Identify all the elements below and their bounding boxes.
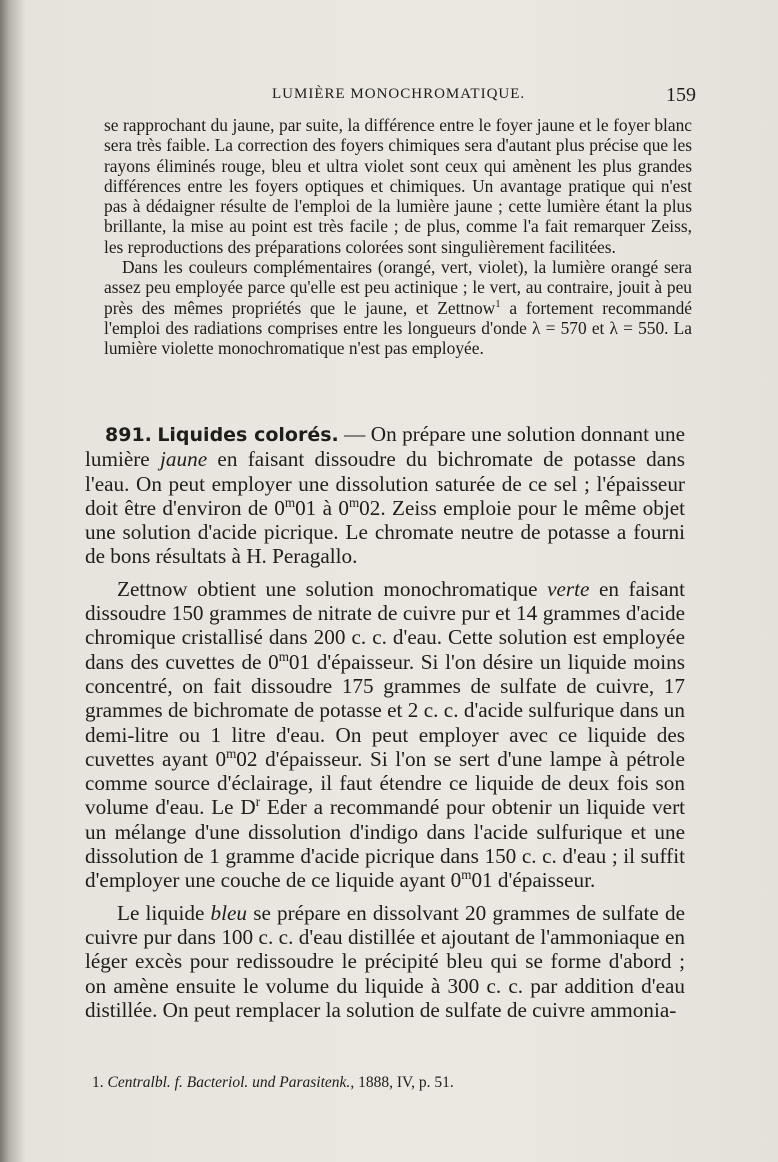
paragraph-text: 02 d'épaisseur. Si l'on se sert d'une lampe à pétrole comme source d'éclairage, il faut étendre ce liquide de deux fois son volume d'eau. Le D	[85, 746, 685, 820]
running-title: LUMIÈRE MONOCHROMATIQUE.	[272, 86, 526, 102]
paragraph	[104, 257, 692, 358]
unit-superscript: m	[461, 867, 472, 883]
emphasis: bleu	[210, 900, 248, 925]
paragraph	[85, 901, 685, 1022]
page-header	[110, 84, 700, 108]
paragraph-text: a fortement recommandé l'emploi des radiations comprises entre les longueurs d'onde λ = 570 et λ = 550. La lumière violette monochromatique n'est pas employée.	[104, 297, 692, 359]
paragraph-text: Eder a recommandé pour obtenir un liquide vert un mélange d'une dissolution d'indigo dans l'acide sulfurique et une dissolution de 1 gramme d'acide picrique dans 150 c. c. d'eau ; il suffit d'employer une couche de ce liquide ayant 0	[85, 795, 686, 893]
unit-superscript: m	[284, 494, 296, 510]
paragraph-text: se prépare en dissolvant 20 grammes de sulfate de cuivre pur dans 100 c. c. d'eau distillée et ajoutant de l'ammoniaque en léger excès pour redissoudre le précipité bleu qui se forme d'abord ; on amène ensuite le volume du liquide à 300 c. c. par addition d'eau distillée. On peut remplacer la solution de sulfate de cuivre ammonia-	[85, 900, 685, 1022]
paragraph-text: 02. Zeiss emploie pour le même objet une solution d'acide picrique. Le chromate neutre de potasse a fourni de bons résultats à H. Peragallo.	[85, 495, 685, 569]
main-text-block	[85, 422, 685, 1030]
paragraph-text: Zettnow obtient une solution monochromatique	[117, 576, 548, 601]
footnote-marker: 1	[495, 297, 501, 310]
paragraph-text: 01 à 0	[295, 495, 349, 520]
footnote-reference: Centralbl. f. Bacteriol. und Parasitenk.	[107, 1074, 351, 1091]
paragraph-text: — On prépare une solution donnant une lumière	[85, 422, 685, 472]
page-number: 159	[666, 84, 696, 106]
title-superscript: r	[255, 794, 261, 810]
paragraph-text: en faisant dissoudre du bichromate de potasse dans l'eau. On peut employer une dissolution saturée de ce sel ; l'épaisseur doit être d'environ de 0	[85, 447, 685, 520]
paragraph-text: 01 d'épaisseur. Si l'on désire un liquide moins concentré, on fait dissoudre 175 grammes de sulfate de cuivre, 17 grammes de bichromate de potasse et 2 c. c. d'acide sulfurique dans un demi-litre ou 1 litre d'eau. On peut employer avec ce liquide des cuvettes ayant 0	[85, 649, 685, 771]
section-title: Liquides colorés.	[157, 424, 339, 446]
paragraph	[85, 577, 685, 893]
unit-superscript: m	[348, 494, 360, 510]
paragraph-text: Le liquide	[117, 900, 211, 925]
footnote-number: 1.	[92, 1074, 104, 1091]
emphasis: jaune	[160, 447, 208, 472]
paragraph: se rapprochant du jaune, par suite, la différence entre le foyer jaune et le foyer blanc sera très faible. La correction des foyers chimiques sera d'autant plus précise que les rayons éliminés rouge, bleu et ultra violet sont ceux qui amènent les plus grandes différences entre les foyers optiques et chimiques. Un avantage pratique qui n'est pas à dédaigner résulte de l'emploi de la lumière jaune ; cette lumière étant la plus brillante, la mise au point est très facile ; de plus, comme l'a fait remarquer Zeiss, les reproductions des préparations colorées sont singulièrement facilitées.	[104, 115, 692, 257]
emphasis: verte	[547, 576, 590, 601]
small-print-block	[104, 115, 692, 359]
footnote	[92, 1074, 692, 1092]
unit-superscript: m	[278, 648, 289, 664]
section-number: 891.	[105, 424, 152, 446]
section-paragraph	[85, 422, 685, 569]
paragraph-text: Dans les couleurs complémentaires (orangé, vert, violet), la lumière orangé sera assez peu employée parce qu'elle est peu actinique ; le vert, au contraire, jouit à peu près des mêmes propriétés que le jaune, et Zettnow	[104, 257, 692, 318]
footnote-details: , 1888, IV, p. 51.	[350, 1074, 454, 1091]
paragraph-text: en faisant dissoudre 150 grammes de nitrate de cuivre pur et 14 grammes d'acide chromique cristallisé dans 200 c. c. d'eau. Cette solution est employée dans des cuvettes de 0	[85, 576, 685, 674]
unit-superscript: m	[226, 745, 237, 761]
paragraph-text: 01 d'épaisseur.	[471, 868, 596, 893]
